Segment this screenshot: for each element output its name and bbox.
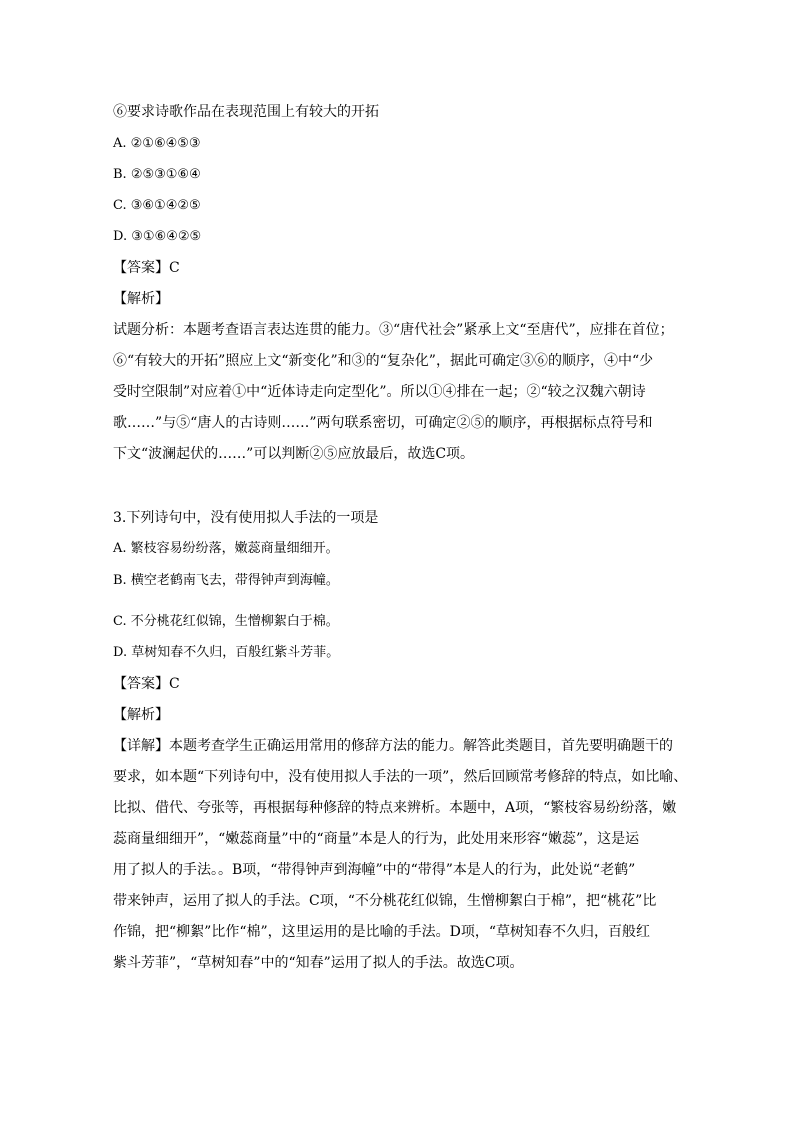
q3-analysis-line: 紫斗芳菲”，“草树知春”中的“知春”运用了拟人的手法。故选C项。 [113,955,524,971]
q3-option-a: A. 繁枝容易纷纷落，嫩蕊商量细细开。 [113,541,339,556]
q3-stem: 3.下列诗句中，没有使用拟人手法的一项是 [113,510,379,526]
q2-option-b: B. ②⑤③①⑥④ [113,167,201,182]
q2-analysis-line: ⑥“有较大的开拓”照应上文“新变化”和③的“复杂化”，据此可确定③⑥的顺序，④中“少 [113,353,654,369]
q2-option-d: D. ③①⑥④②⑤ [113,229,202,244]
q2-analysis-title: 【解析】 [113,291,169,307]
q2-option-c: C. ③⑥①④②⑤ [113,198,201,213]
q3-analysis-line: 作锦，把“柳絮”比作“棉”，这里运用的是比喻的手法。D项，“草树知春不久归，百般红 [113,924,651,940]
q3-analysis-line: 要求，如本题“下列诗句中，没有使用拟人手法的一项”，然后回顾常考修辞的特点，如比喻、 [113,769,688,785]
q3-analysis-line: 【详解】本题考查学生正确运用常用的修辞方法的能力。解答此类题目，首先要明确题干的 [113,738,673,754]
q2-analysis-line: 下文“波澜起伏的……”可以判断②⑤应放最后，故选C项。 [113,446,475,462]
q3-analysis-line: 蕊商量细细开”，“嫩蕊商量”中的“商量”本是人的行为，此处用来形容“嫩蕊”，这是运 [113,831,640,847]
q3-option-d: D. 草树知春不久归，百般红紫斗芳菲。 [113,645,340,660]
q2-analysis-line: 试题分析：本题考查语言表达连贯的能力。③“唐代社会”紧承上文“至唐代”，应排在首位； [113,322,674,338]
q3-analysis-title: 【解析】 [113,707,169,723]
q2-item-6: ⑥要求诗歌作品在表现范围上有较大的开拓 [113,104,379,120]
q3-answer: 【答案】C [113,676,180,692]
q3-option-b: B. 横空老鹤南飞去，带得钟声到海幢。 [113,573,339,588]
q3-option-c: C. 不分桃花红似锦，生憎柳絮白于棉。 [113,614,339,629]
q3-analysis-line: 比拟、借代、夸张等，再根据每种修辞的特点来辨析。本题中，A项，“繁枝容易纷纷落，嫩 [113,800,677,816]
q3-analysis-line: 用了拟人的手法。。B项，“带得钟声到海幢”中的“带得”本是人的行为，此处说“老鹤” [113,862,636,878]
q2-answer: 【答案】C [113,260,180,276]
q2-analysis-line: 受时空限制”对应着①中“近体诗走向定型化”。所以①④排在一起；②“较之汉魏六朝诗 [113,384,646,400]
q3-analysis-line: 带来钟声，运用了拟人的手法。C项，“不分桃花红似锦，生憎柳絮白于棉”，把“桃花”比 [113,893,657,909]
q2-option-a: A. ②①⑥④⑤③ [113,136,201,151]
q2-analysis-line: 歌……”与⑤“唐人的古诗则……”两句联系密切，可确定②⑤的顺序，再根据标点符号和 [113,415,653,431]
